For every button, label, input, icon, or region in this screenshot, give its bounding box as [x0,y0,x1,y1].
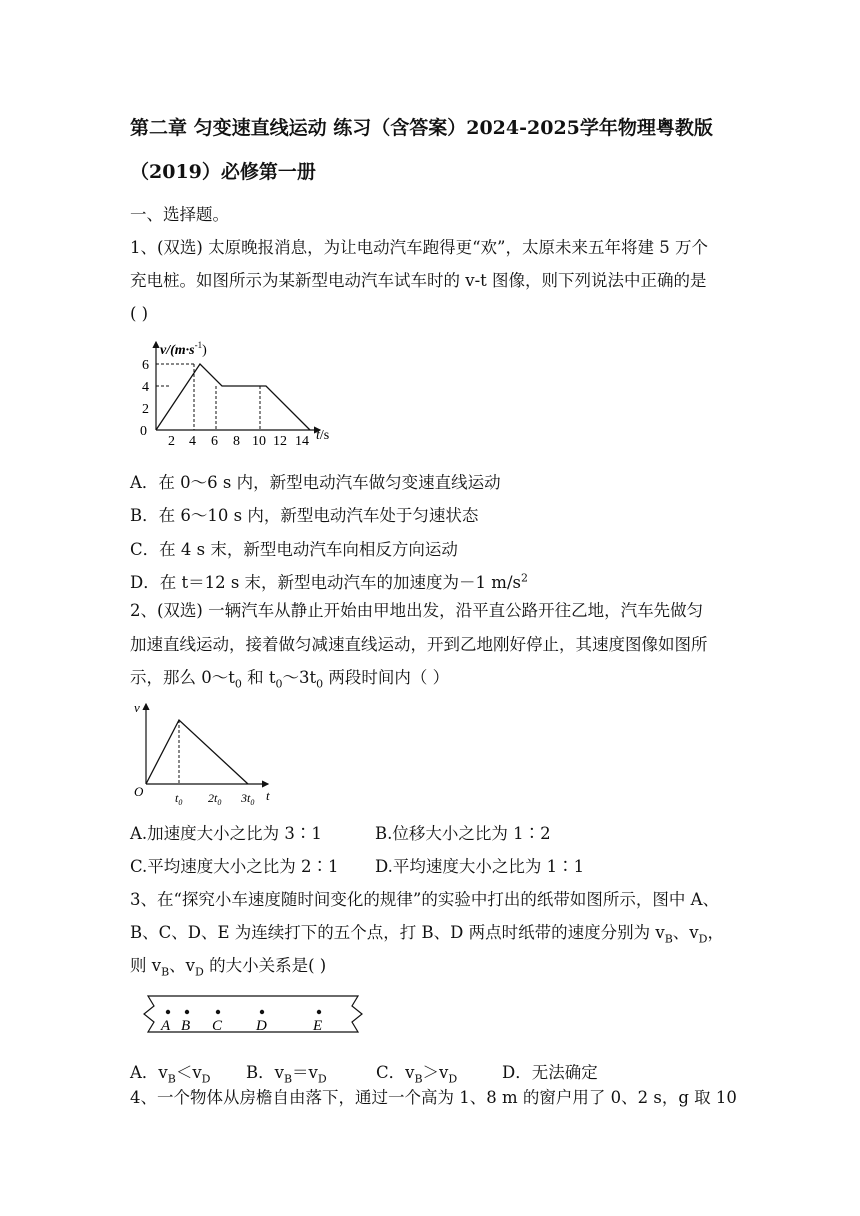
q1-xtick-14: 14 [295,434,309,448]
q1-vt-graph [136,338,341,448]
q3-point-e-dot [317,1010,321,1014]
q2-tick-2t0: $2t_0$ [208,791,222,807]
q3-option-c: C．$v_B>v_D$ [376,1063,458,1086]
q2-option-b: B.位移大小之比为 1∶2 [375,824,551,843]
q1-text-line1: 1、(双选) 太原晚报消息，为让电动汽车跑得更“欢”，太原未来五年将建 5 万个 [130,238,708,257]
q2-option-d: D.平均速度大小之比为 1∶1 [375,857,585,876]
document-title-line2: （2019）必修第一册 [130,161,316,183]
q2-text-line3: 示，那么 $0\sim t_0$ 和 $t_0\sim 3t_0$ 两段时间内（ ） [130,668,450,691]
q2-tick-3t0: $3t_0$ [241,791,255,807]
q1-option-a: A．在 0～6 s 内，新型电动汽车做匀变速直线运动 [130,473,501,492]
q3-option-b: B．$v_B=v_D$ [246,1063,327,1086]
q1-xtick-12: 12 [273,434,287,448]
q3-text-line1: 3、在“探究小车速度随时间变化的规律”的实验中打出的纸带如图所示，图中 A、 [130,890,720,909]
q3-point-a-dot [166,1010,170,1014]
q4-text-line1: 4、一个物体从房檐自由落下，通过一个高为 1、8 m 的窗户用了 0、2 s，g 取 10 [130,1088,737,1107]
q1-text-line3: ( ) [130,304,149,323]
q2-t-label: t [266,788,270,803]
q2-text-line1: 2、(双选) 一辆汽车从静止开始由甲地出发，沿平直公路开往乙地，汽车先做匀 [130,601,704,620]
q3-point-a-label: A [161,1018,171,1034]
q1-option-b: B．在 6～10 s 内，新型电动汽车处于匀速状态 [130,506,479,525]
q3-point-b-dot [185,1010,189,1014]
q3-point-b-label: B [181,1018,191,1034]
q2-v-label: v [134,700,140,715]
q1-ytick-0: 0 [140,424,147,439]
q3-text-line2: B、C、D、E 为连续打下的五个点，打 B、D 两点时纸带的速度分别为 $v_B$、$v_D$， [130,923,724,946]
q2-velocity-line [146,720,248,784]
q1-ytick-6: 6 [142,358,149,373]
q3-point-c-label: C [212,1018,223,1034]
q2-option-c: C.平均速度大小之比为 2∶1 [130,857,339,876]
q2-text-line2: 加速直线运动，接着做匀减速直线运动，开到乙地刚好停止，其速度图像如图所 [130,635,708,654]
q3-text-line3: 则 $v_B$、$v_D$ 的大小关系是( ) [130,956,327,979]
q1-xtick-8: 8 [233,434,240,448]
q1-xtick-6: 6 [211,434,218,448]
q1-ytick-4: 4 [142,380,149,395]
q1-y-axis-label: $v/(m\cdot s^{-1})$ [160,340,207,358]
q3-option-a: A．$v_B<v_D$ [130,1063,211,1086]
q1-option-c: C．在 4 s 末，新型电动汽车向相反方向运动 [130,540,458,559]
q1-ytick-2: 2 [142,402,149,417]
q1-option-d: D．在 t＝12 s 末，新型电动汽车的加速度为－1 $m/s^2$ [130,571,528,592]
section-heading: 一、选择题。 [130,205,229,224]
q3-point-e-label: E [313,1018,323,1034]
document-title-line1: 第二章 匀变速直线运动 练习（含答案）2024-2025学年物理粤教版 [130,117,713,139]
q1-xtick-2: 2 [168,434,175,448]
q1-text-line2: 充电桩。如图所示为某新型电动汽车试车时的 v-t 图像，则下列说法中正确的是 [130,271,707,290]
q1-xtick-10: 10 [252,434,266,448]
q3-point-c-dot [216,1010,220,1014]
q3-point-d-dot [260,1010,264,1014]
q1-xtick-4: 4 [189,434,196,448]
q1-velocity-line [156,364,310,430]
q2-option-a: A.加速度大小之比为 3∶1 [130,824,322,843]
q3-tape-outline [144,996,362,1032]
q1-guide-lines [156,364,260,430]
q1-x-axis-label: t/s [316,428,330,443]
q3-point-d-label: D [256,1018,267,1034]
q2-vt-graph [128,700,283,810]
q3-paper-tape [140,992,370,1038]
q2-origin-label: O [134,784,144,799]
q2-tick-t0: $t_0$ [175,791,183,807]
q3-option-d: D．无法确定 [502,1063,598,1082]
